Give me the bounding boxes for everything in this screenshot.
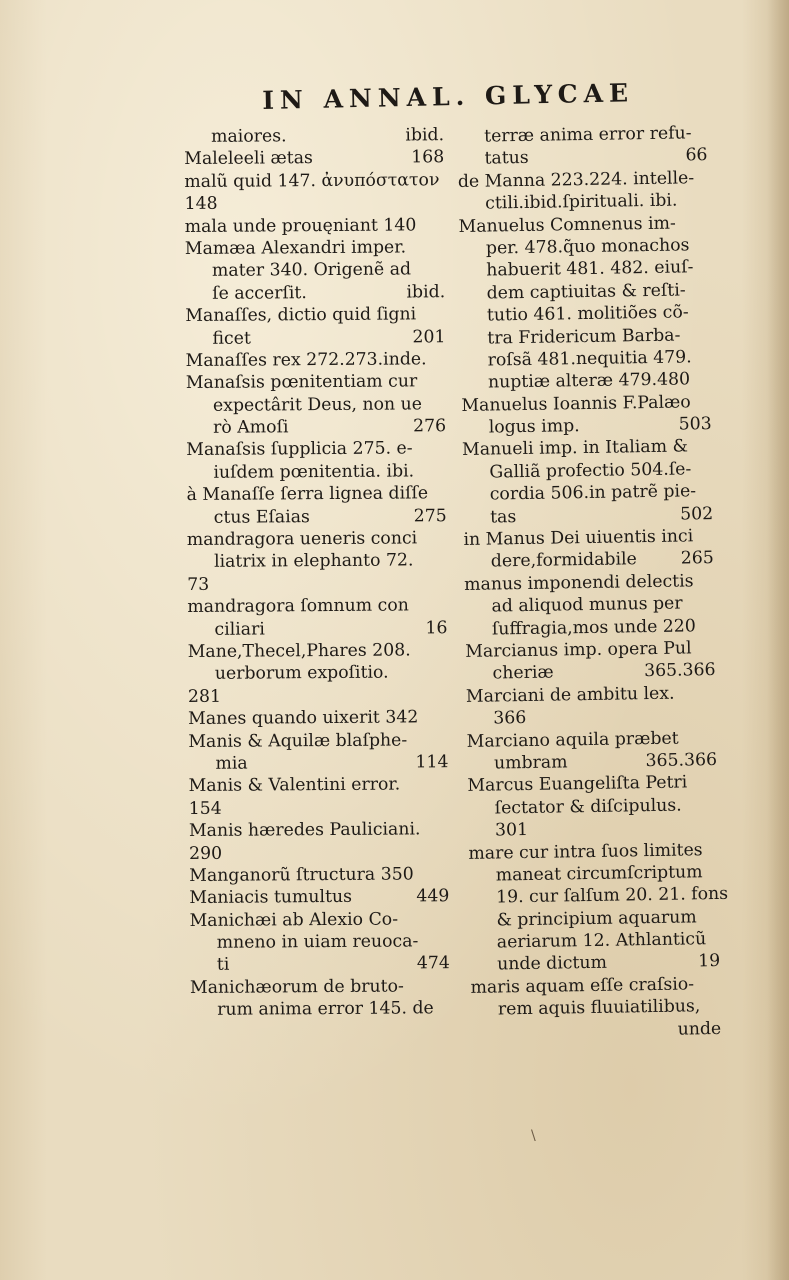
index-entry-line bbox=[186, 393, 446, 417]
entry-text: rem aquis fluuiatilibus, bbox=[497, 996, 701, 1020]
entry-text: Galliã profectio 504.ſe- bbox=[489, 459, 692, 483]
entry-text: terræ anima error refu- bbox=[484, 123, 692, 147]
index-entry-line bbox=[186, 348, 446, 372]
entry-text: 290 bbox=[189, 843, 223, 864]
entry-text: cordia 506.in patrẽ pie- bbox=[489, 481, 697, 505]
entry-page-number: 201 bbox=[412, 326, 446, 347]
entry-text: manus imponendi delectis bbox=[464, 571, 694, 595]
index-entry-line bbox=[188, 684, 448, 708]
index-entry-line bbox=[190, 997, 450, 1021]
entry-text: rum anima error 145. de bbox=[217, 998, 434, 1021]
entry-text: 301 bbox=[494, 820, 529, 841]
entry-text: tutio 461. molitiões cõ- bbox=[486, 302, 689, 326]
entry-text: à Manaſſe ſerra lignea diſſe bbox=[186, 483, 429, 506]
entry-text: de Manna 223.224. intelle- bbox=[457, 168, 695, 192]
index-entry-line bbox=[185, 214, 445, 238]
entry-text: Manis hæredes Pauliciani. bbox=[188, 819, 421, 842]
entry-text: & principium aquarum bbox=[496, 907, 697, 931]
entry-text: Marciani de ambitu lex. bbox=[465, 683, 675, 707]
index-entry-line bbox=[189, 863, 449, 887]
entry-text: unde bbox=[677, 1018, 722, 1040]
index-entry-line bbox=[188, 729, 448, 753]
index-entry-line bbox=[189, 818, 449, 842]
entry-text: Manuelus Comnenus im- bbox=[458, 213, 676, 237]
entry-page-number: 265 bbox=[680, 548, 714, 569]
entry-text: dere,formidabile bbox=[490, 549, 637, 572]
entry-text: Manichæorum de bruto- bbox=[189, 976, 404, 998]
index-entry-line bbox=[184, 147, 444, 171]
entry-text: maris aquam eſſe craſsio- bbox=[470, 974, 695, 998]
entry-text: Manis & Valentini error. bbox=[188, 774, 401, 797]
entry-text: ctus Eſaias bbox=[213, 506, 310, 528]
entry-text: Manichæi ab Alexio Co- bbox=[189, 909, 399, 931]
index-entry-line bbox=[190, 953, 450, 977]
entry-text: mala unde prouęniant 140 bbox=[184, 214, 417, 237]
index-entry-line bbox=[185, 303, 445, 327]
entry-page-number: 114 bbox=[415, 752, 449, 773]
index-entry-line bbox=[187, 617, 447, 641]
entry-text: 148 bbox=[184, 193, 218, 215]
index-entry-line bbox=[189, 841, 449, 865]
entry-text: Maleleeli ætas bbox=[184, 148, 313, 170]
entry-text: logus imp. bbox=[488, 416, 580, 438]
entry-text: 19. cur ſalſum 20. 21. fons bbox=[495, 884, 729, 908]
entry-text: Manaſsis ſupplicia 275. e- bbox=[186, 438, 413, 461]
entry-text: Maniacis tumultus bbox=[189, 887, 353, 909]
index-entry-line bbox=[186, 415, 446, 439]
entry-text: ctili.ibid.ſpirituali. ibi. bbox=[485, 190, 678, 214]
entry-text: ficet bbox=[212, 328, 251, 349]
entry-text: Mane,Thecel,Phares 208. bbox=[187, 640, 411, 662]
entry-page-number: 365.366 bbox=[645, 749, 718, 772]
entry-text: tatus bbox=[484, 148, 529, 169]
index-entry-line bbox=[187, 550, 447, 574]
entry-text: per. 478.q̃uo monachos bbox=[485, 235, 690, 259]
entry-text: nuptiæ alteræ 479.480 bbox=[487, 369, 691, 393]
index-entry-line bbox=[185, 236, 445, 260]
entry-text: ad aliquod munus per bbox=[491, 593, 683, 617]
entry-text: umbram bbox=[493, 752, 568, 774]
index-entry-line bbox=[187, 527, 447, 551]
index-entry-line bbox=[187, 572, 447, 596]
entry-text: in Manus Dei uiuentis inci bbox=[463, 526, 694, 550]
entry-text: maneat circumſcriptum bbox=[495, 862, 703, 886]
index-entry-line bbox=[188, 662, 448, 686]
entry-text: mater 340. Origenẽ ad bbox=[211, 259, 412, 282]
index-entry-line bbox=[188, 706, 448, 730]
entry-text: 154 bbox=[188, 798, 222, 819]
index-entry-line bbox=[184, 124, 444, 148]
entry-text: roſsã 481.nequitia 479. bbox=[487, 347, 692, 371]
entry-text: Manaſsis pœnitentiam cur bbox=[185, 371, 418, 394]
entry-text: Manaſſes rex 272.273.inde. bbox=[185, 349, 427, 371]
entry-page-number: 19 bbox=[698, 951, 721, 972]
entry-text: Marcianus imp. opera Pul bbox=[465, 638, 692, 662]
entry-text: mare cur intra ſuos limites bbox=[468, 839, 703, 864]
entry-text: Marcus Euangeliſta Petri bbox=[467, 772, 688, 797]
entry-page-number: ibid. bbox=[406, 281, 446, 303]
entry-text: Mamæa Alexandri imper. bbox=[184, 237, 407, 259]
entry-text: ti bbox=[216, 955, 230, 976]
index-column-right bbox=[457, 122, 729, 1044]
entry-text: mia bbox=[215, 753, 248, 774]
page-edge-shadow bbox=[767, 0, 789, 1280]
entry-text: mneno in uiam reuoca- bbox=[216, 931, 419, 953]
entry-text: expectârit Deus, non ue bbox=[212, 394, 423, 416]
entry-page-number: 449 bbox=[416, 886, 450, 907]
entry-page-number: 474 bbox=[416, 953, 450, 974]
entry-text: dem captiuitas & reſti- bbox=[486, 280, 686, 304]
index-entry-line bbox=[188, 639, 448, 663]
entry-text: cheriæ bbox=[492, 662, 554, 684]
entry-text: unde dictum bbox=[497, 953, 608, 975]
index-entry-line bbox=[186, 438, 446, 462]
entry-page-number: 16 bbox=[425, 617, 448, 638]
entry-text: Manuelus Ioannis F.Palæo bbox=[461, 392, 691, 416]
index-entry-line bbox=[188, 751, 448, 775]
index-column-left bbox=[184, 124, 450, 1021]
index-entry-line bbox=[185, 259, 445, 283]
entry-text: mandragora ueneris conci bbox=[186, 528, 418, 551]
entry-text: habuerit 481. 482. eiuſ- bbox=[486, 257, 694, 281]
index-entry-line bbox=[189, 885, 449, 909]
stray-ink-mark: \ bbox=[531, 1128, 536, 1144]
index-entry-line bbox=[187, 594, 447, 618]
index-entry-line bbox=[184, 169, 444, 193]
entry-text: liatrix in elephanto 72. bbox=[213, 550, 414, 573]
running-head: IN ANNAL. GLYCAE bbox=[262, 78, 635, 115]
entry-text: tra Fridericum Barba- bbox=[487, 325, 681, 349]
entry-text: ciliari bbox=[214, 619, 265, 640]
index-entry-line bbox=[185, 281, 445, 305]
entry-text: ſe accerſit. bbox=[212, 282, 307, 304]
index-entry-line bbox=[186, 370, 446, 394]
entry-text: Manaſſes, dictio quid ſigni bbox=[185, 304, 417, 327]
entry-text: ſectator & diſcipulus. bbox=[494, 795, 682, 819]
index-entry-line bbox=[187, 482, 447, 506]
entry-text: Manganorũ ſtructura 350 bbox=[189, 864, 414, 886]
entry-page-number: 502 bbox=[679, 503, 714, 525]
entry-text: Manes quando uixerit 342 bbox=[188, 707, 419, 730]
entry-page-number: 168 bbox=[411, 147, 445, 168]
index-entry-line bbox=[189, 908, 449, 932]
index-entry-line bbox=[190, 930, 450, 954]
entry-text: tas bbox=[489, 506, 517, 528]
entry-text: aeriarum 12. Athlanticũ bbox=[496, 929, 707, 953]
entry-text: uerborum expoſitio. bbox=[214, 662, 389, 685]
entry-page-number: 66 bbox=[685, 145, 708, 166]
entry-text: 366 bbox=[493, 708, 527, 729]
index-entry-line bbox=[471, 1018, 721, 1044]
entry-text: Manueli imp. in Italiam & bbox=[461, 436, 689, 461]
entry-page-number: 276 bbox=[413, 416, 447, 437]
entry-text: iuſdem pœnitentia. ibi. bbox=[213, 461, 415, 483]
entry-page-number: ibid. bbox=[405, 125, 445, 146]
index-entry-line bbox=[184, 191, 444, 215]
entry-text: malũ quid 147. ἀνυπόστατον bbox=[184, 169, 440, 192]
index-entry-line bbox=[185, 326, 445, 350]
entry-text: rò Amoſi bbox=[213, 417, 289, 438]
index-entry-line bbox=[186, 460, 446, 484]
index-entry-line bbox=[189, 773, 449, 797]
entry-page-number: 365.366 bbox=[643, 660, 716, 682]
index-entry-line bbox=[190, 975, 450, 999]
index-entry-line bbox=[187, 505, 447, 529]
entry-text: ſuffragia,mos unde 220 bbox=[491, 615, 696, 640]
entry-text: Marciano aquila præbet bbox=[466, 728, 679, 752]
entry-text: maiores. bbox=[211, 126, 287, 147]
entry-text: 281 bbox=[187, 686, 222, 707]
entry-text: mandragora ſomnum con bbox=[187, 595, 409, 618]
entry-text: 73 bbox=[187, 574, 210, 595]
entry-page-number: 503 bbox=[678, 414, 712, 435]
index-entry-line bbox=[189, 796, 449, 820]
entry-page-number: 275 bbox=[413, 505, 447, 527]
entry-text: Manis & Aquilæ blaſphe- bbox=[188, 730, 408, 752]
